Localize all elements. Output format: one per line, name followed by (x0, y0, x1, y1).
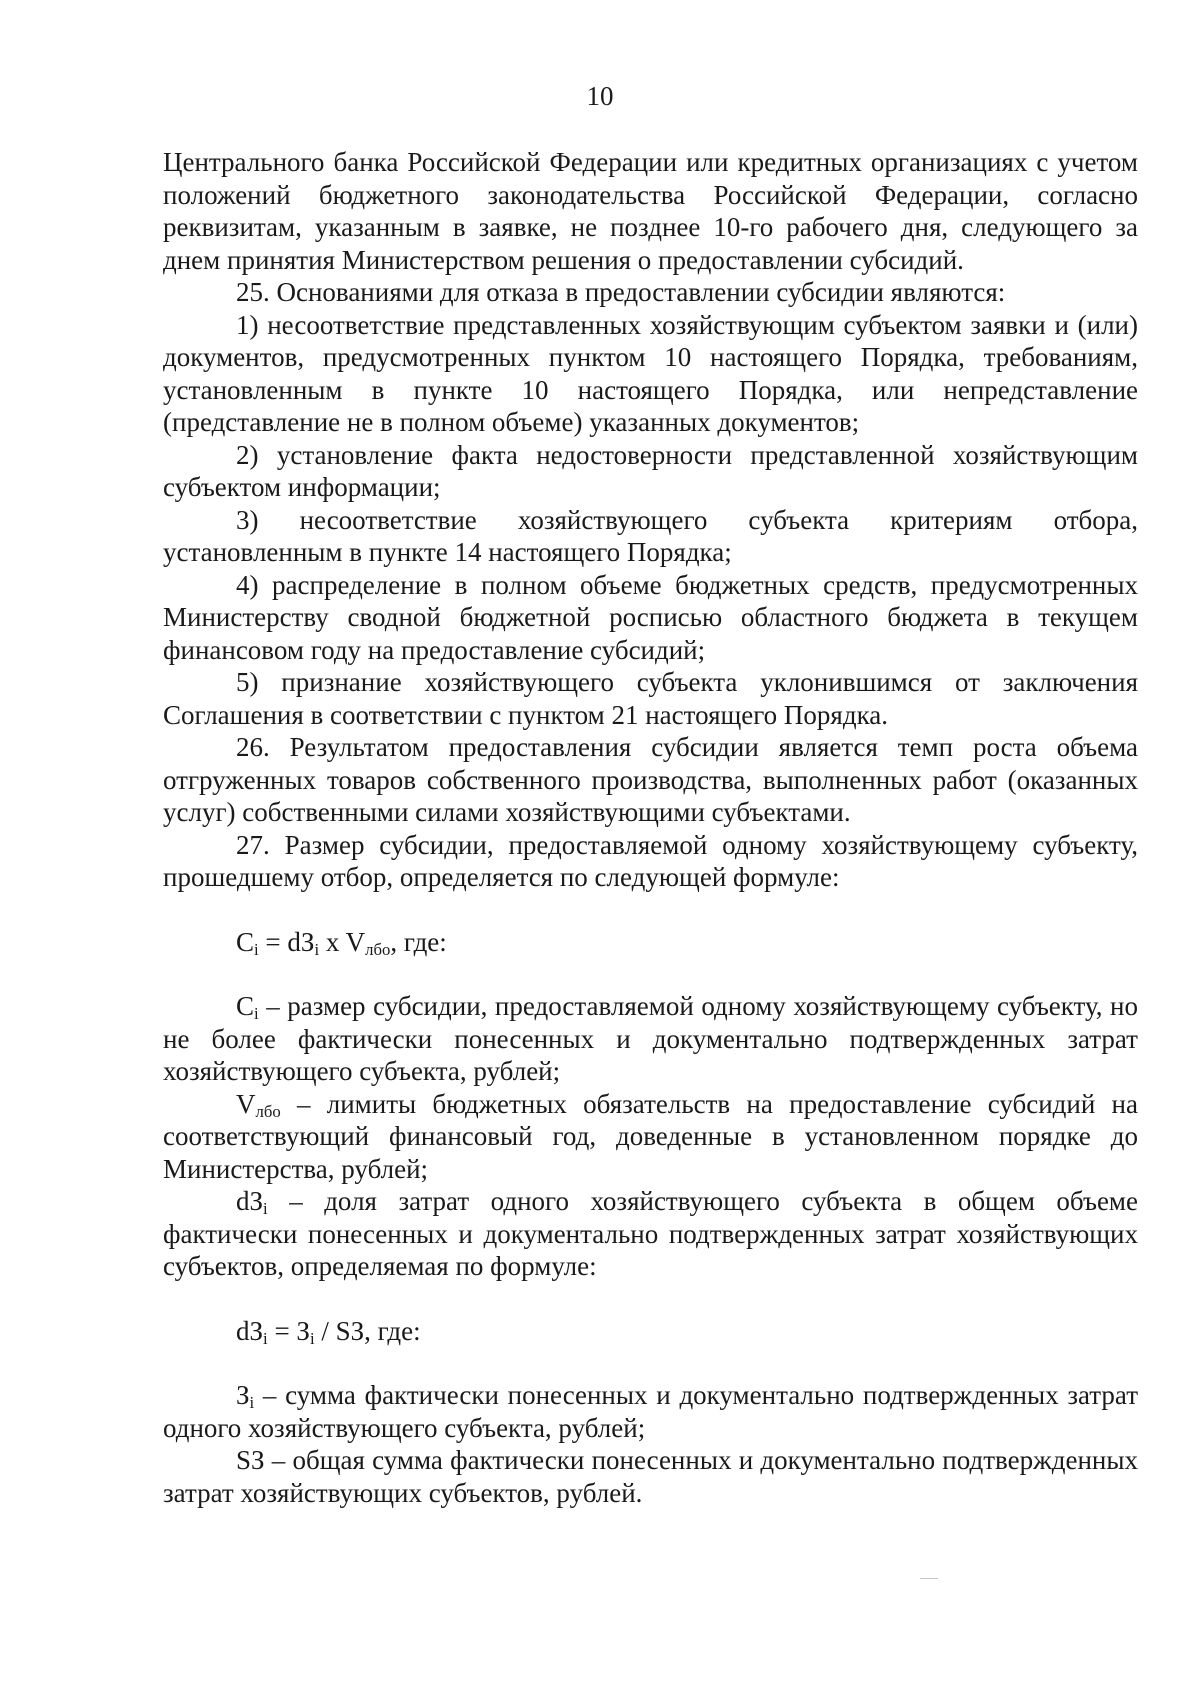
paragraph-25: 25. Основаниями для отказа в предоставлении субсидии являются: (236, 277, 1006, 307)
scan-artifact-mark (920, 1578, 938, 1579)
paragraph-continuation: Центрального банка Российской Федерации или кредитных организациях с учетом положений бюджетного законодательства Российской Федерации, согласно реквизитам, указанным в заявке, не позднее 10-го рабочего дня, следующего за днем принятия Министерством решения о предоставлении субсидий. (163, 147, 1138, 275)
formula-subsidy-size: $C_i = dЗ_i$ x $V_{лбо}$, где: (236, 926, 447, 959)
definition-ci: $C_i$ – размер субсидии, предоставляемой одному хозяйствующему субъекту, но не более фактически понесенных и документально подтвержденных затрат хозяйствующего субъекта, рублей; (163, 991, 1138, 1086)
definition-v-lbo: $V_{лбо}$ – лимиты бюджетных обязательств на предоставление субсидий на соответствующий финансовый год, доведенные в установленном порядке до Министерства, рублей; (163, 1088, 1138, 1184)
definition-sz: SЗ – общая сумма фактически понесенных и документально подтвержденных затрат хозяйствующих субъектов, рублей. (163, 1445, 1138, 1508)
list-item-1: 1) несоответствие представленных хозяйствующим субъектом заявки и (или) документов, предусмотренных пунктом 10 настоящего Порядка, требованиям, установленным в пункте 10 настоящего Порядка, или непредставление (представление не в полном объеме) указанных документов; (163, 309, 1138, 437)
list-item-5: 5) признание хозяйствующего субъекта уклонившимся от заключения Соглашения в соответствии с пунктом 21 настоящего Порядка. (163, 667, 1138, 730)
paragraph-26: 26. Результатом предоставления субсидии является темп роста объема отгруженных товаров собственного производства, выполненных работ (оказанных услуг) собственными силами хозяйствующими субъектами. (163, 732, 1138, 827)
document-body (163, 146, 1138, 1509)
formula-cost-share: $dЗ_i = З_i$ / SЗ, где: (236, 1315, 421, 1348)
definition-zi: $З_i$ – сумма фактически понесенных и документально подтвержденных затрат одного хозяйствующего субъекта, рублей; (163, 1380, 1138, 1443)
list-item-3: 3) несоответствие хозяйствующего субъекта критериям отбора, установленным в пункте 14 настоящего Порядка; (163, 504, 1138, 567)
list-item-2: 2) установление факта недостоверности представленной хозяйствующим субъектом информации; (163, 439, 1138, 502)
page-number: 10 (586, 81, 614, 111)
list-item-4: 4) распределение в полном объеме бюджетных средств, предусмотренных Министерству сводной бюджетной росписью областного бюджета в текущем финансовом году на предоставление субсидий; (163, 569, 1138, 665)
paragraph-27: 27. Размер субсидии, предоставляемой одному хозяйствующему субъекту, прошедшему отбор, определяется по следующей формуле: (163, 829, 1138, 892)
definition-dz: $dЗ_i$ – доля затрат одного хозяйствующего субъекта в общем объеме фактически понесенных и документально подтвержденных затрат хозяйствующих субъектов, определяемая по формуле: (163, 1186, 1138, 1281)
